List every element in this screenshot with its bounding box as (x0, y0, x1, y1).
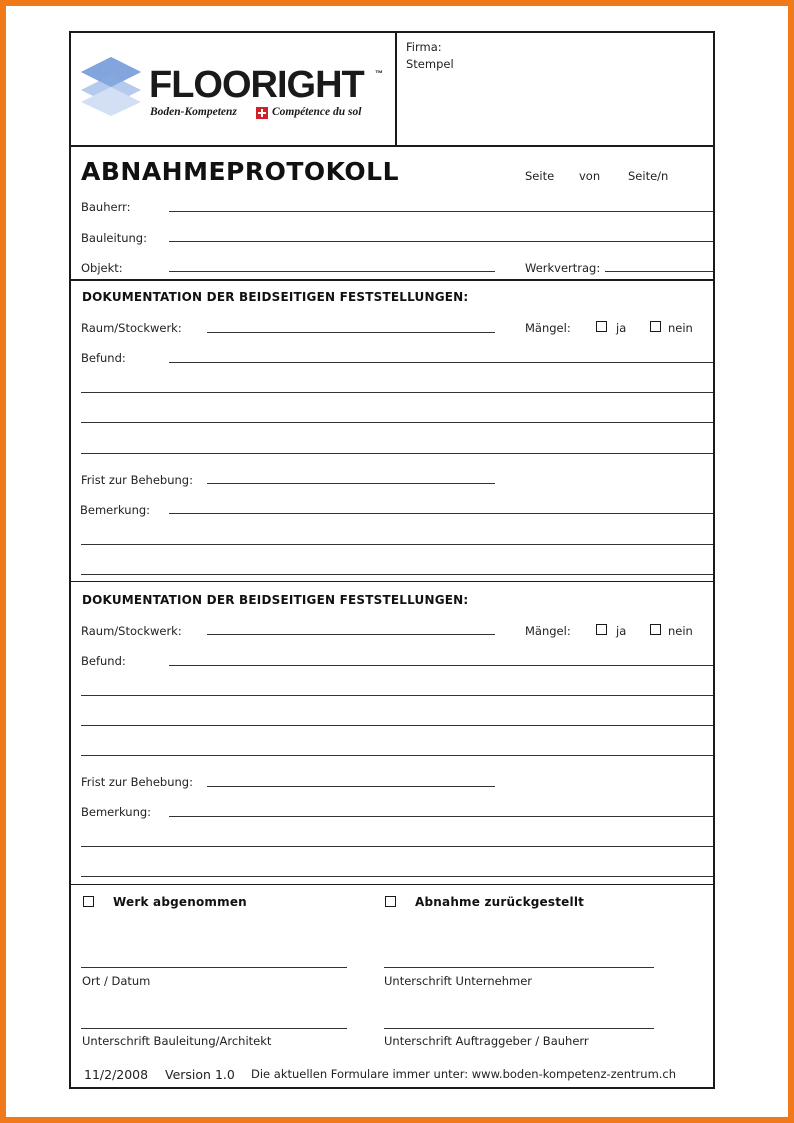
bauherr-label: Bauherr: (81, 200, 131, 214)
logo-divider (395, 33, 397, 145)
bemerkung-line-3[interactable] (81, 574, 713, 575)
bemerkung-line-2[interactable] (81, 846, 713, 847)
befund-label: Befund: (81, 351, 126, 365)
footer-date: 11/2/2008 (84, 1067, 149, 1082)
befund-line-1[interactable] (169, 362, 713, 363)
abnahme-zurueckgestellt-checkbox[interactable] (385, 896, 396, 907)
page-title: ABNAHMEPROTOKOLL (81, 157, 400, 186)
seite-n-label: Seite/n (628, 169, 669, 183)
raum-label: Raum/Stockwerk: (81, 321, 182, 335)
bemerkung-line-1[interactable] (169, 816, 713, 817)
maengel-nein-checkbox[interactable] (650, 624, 661, 635)
bauleitung-field[interactable] (169, 241, 713, 242)
signoff-divider (71, 884, 713, 885)
header-divider (71, 145, 713, 147)
logo-trademark: ™ (375, 69, 383, 78)
frist-label: Frist zur Behebung: (81, 473, 193, 487)
floorright-logo-icon (80, 55, 142, 117)
stamp-firma-label: Firma: (406, 40, 442, 54)
werk-abgenommen-checkbox[interactable] (83, 896, 94, 907)
logo-brand: FLOORIGHT (149, 64, 364, 106)
unterschrift-bauleitung-field[interactable] (81, 1028, 347, 1029)
objekt-field[interactable] (169, 271, 495, 272)
maengel-ja-checkbox[interactable] (596, 624, 607, 635)
nein-label: nein (668, 624, 693, 638)
ja-label: ja (616, 624, 627, 638)
befund-line-2[interactable] (81, 695, 713, 696)
maengel-ja-checkbox[interactable] (596, 321, 607, 332)
form-frame (69, 31, 715, 1089)
section-heading: DOKUMENTATION DER BEIDSEITIGEN FESTSTELLUNGEN: (82, 290, 469, 304)
unterschrift-bauleitung-label: Unterschrift Bauleitung/Architekt (82, 1034, 272, 1048)
footer-note: Die aktuellen Formulare immer unter: www.boden-kompetenz-zentrum.ch (251, 1067, 677, 1081)
swiss-cross-icon (256, 107, 268, 119)
frist-field[interactable] (207, 786, 495, 787)
bemerkung-line-1[interactable] (169, 513, 713, 514)
maengel-label: Mängel: (525, 321, 571, 335)
befund-line-4[interactable] (81, 453, 713, 454)
ort-datum-field[interactable] (81, 967, 347, 968)
maengel-nein-checkbox[interactable] (650, 321, 661, 332)
section2-divider (71, 581, 713, 582)
unterschrift-unternehmer-label: Unterschrift Unternehmer (384, 974, 533, 988)
raum-field[interactable] (207, 634, 495, 635)
section-heading: DOKUMENTATION DER BEIDSEITIGEN FESTSTELLUNGEN: (82, 593, 469, 607)
befund-label: Befund: (81, 654, 126, 668)
logo-tagline-right: Compétence du sol (272, 106, 362, 118)
frist-field[interactable] (207, 483, 495, 484)
unterschrift-unternehmer-field[interactable] (384, 967, 654, 968)
befund-line-4[interactable] (81, 755, 713, 756)
bauherr-field[interactable] (169, 211, 713, 212)
nein-label: nein (668, 321, 693, 335)
unterschrift-auftraggeber-field[interactable] (384, 1028, 654, 1029)
bemerkung-label: Bemerkung: (81, 805, 152, 819)
raum-field[interactable] (207, 332, 495, 333)
befund-line-1[interactable] (169, 665, 713, 666)
unterschrift-auftraggeber-label: Unterschrift Auftraggeber / Bauherr (384, 1034, 589, 1048)
befund-line-3[interactable] (81, 422, 713, 423)
ja-label: ja (616, 321, 627, 335)
von-label: von (579, 169, 601, 183)
befund-line-3[interactable] (81, 725, 713, 726)
stamp-stempel-label: Stempel (406, 57, 454, 71)
abnahme-zurueckgestellt-label: Abnahme zurückgestellt (415, 895, 585, 909)
footer-version: Version 1.0 (165, 1067, 235, 1082)
bemerkung-label: Bemerkung: (80, 503, 151, 517)
maengel-label: Mängel: (525, 624, 571, 638)
seite-label: Seite (525, 169, 555, 183)
logo-tagline-left: Boden-Kompetenz (150, 106, 237, 118)
raum-label: Raum/Stockwerk: (81, 624, 182, 638)
frist-label: Frist zur Behebung: (81, 775, 193, 789)
befund-line-2[interactable] (81, 392, 713, 393)
bauleitung-label: Bauleitung: (81, 231, 147, 245)
werkvertrag-field[interactable] (605, 271, 713, 272)
section1-divider (71, 279, 713, 281)
ort-datum-label: Ort / Datum (82, 974, 151, 988)
objekt-label: Objekt: (81, 261, 123, 275)
bemerkung-line-2[interactable] (81, 544, 713, 545)
werk-abgenommen-label: Werk abgenommen (113, 895, 247, 909)
werkvertrag-label: Werkvertrag: (525, 261, 601, 275)
bemerkung-line-3[interactable] (81, 876, 713, 877)
